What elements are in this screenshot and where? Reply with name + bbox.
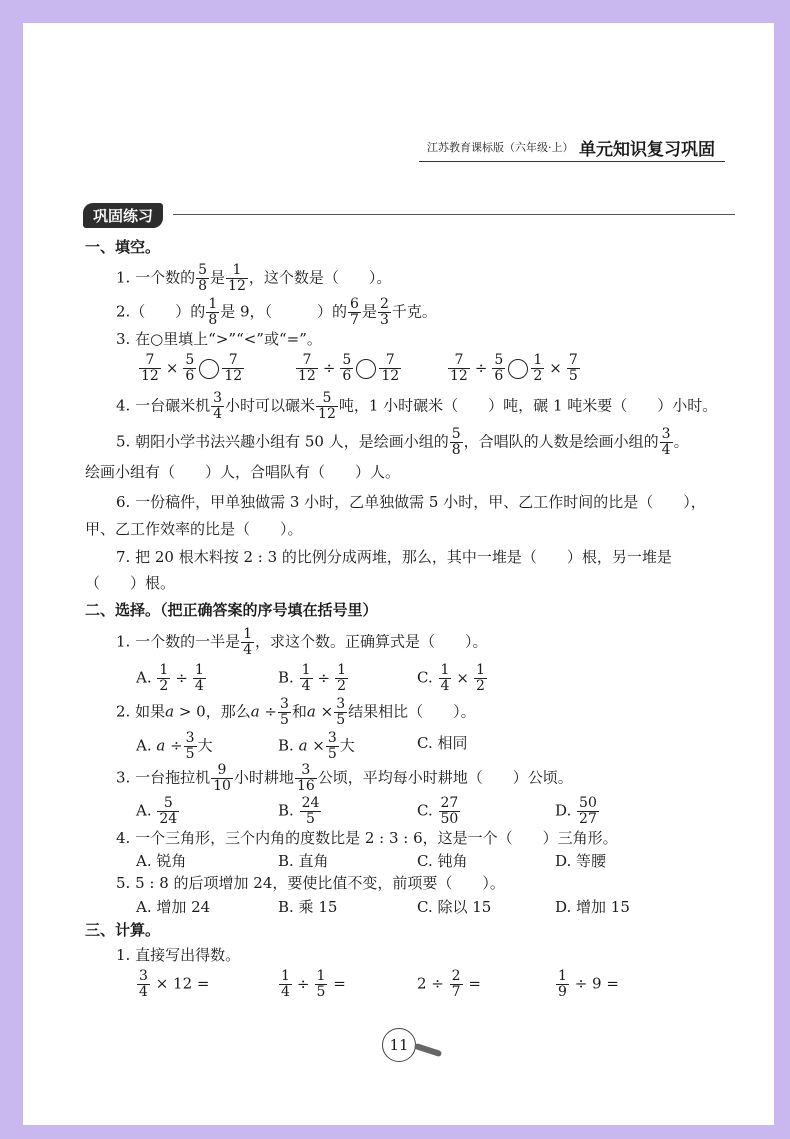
p2-q2-option-a: A. a ÷ $\frac{3}{5}$ 大 <box>136 730 213 762</box>
p2-q4-option-a: A. 锐角 <box>136 852 187 870</box>
p2-q2-option-c: C. 相同 <box>417 734 468 752</box>
p1-q5: 5. 朝阳小学书法兴趣小组有 50 人，是绘画小组的 $\frac{5}{8}$ ，合唱队的人数是绘画小组的 $\frac{3}{4}$ 。 <box>116 426 689 458</box>
page-number: 11 <box>382 1028 416 1062</box>
p2-q3: 3. 一台拖拉机 $\frac{9}{10}$ 小时耕地 $\frac{3}{16}$ 公顷，平均每小时耕地（ ）公顷。 <box>116 762 573 794</box>
compare-circle[interactable] <box>508 359 528 379</box>
p1-q4: 4. 一台碾米机 $\frac{3}{4}$ 小时可以碾米 $\frac{5}{12}$ 吨，1 小时碾米（ ）吨，碾 1 吨米要（ ）小时。 <box>116 390 718 422</box>
p2-q4: 4. 一个三角形，三个内角的度数比是 2 : 3 : 6，这是一个（ ）三角形。 <box>116 829 618 847</box>
p3-expr2: $\frac{1}{4}$ ÷ $\frac{1}{5}$ = <box>281 968 346 1000</box>
p2-q5-option-c: C. 除以 15 <box>417 898 492 916</box>
p1-q6-line1: 6. 一份稿件，甲单独做需 3 小时，乙单独做需 5 小时，甲、乙工作时间的比是（ ）， <box>116 493 706 511</box>
p1-q6-line2: 甲、乙工作效率的比是（ ）。 <box>85 520 303 538</box>
p1-q7-line2: （ ）根。 <box>85 574 176 592</box>
p2-q5-option-b: B. 乘 15 <box>278 898 338 916</box>
part1-heading: 一、填空。 <box>85 238 161 256</box>
p2-q5-option-d: D. 增加 15 <box>555 898 630 916</box>
p2-q1: 1. 一个数的一半是 $\frac{1}{4}$ ，求这个数。正确算式是（ ）。 <box>116 626 488 658</box>
p1-q3-expr3: $\frac{7}{12}$ ÷ $\frac{5}{6}$ $\frac{1}{2}$ × $\frac{7}{5}$ <box>450 352 578 384</box>
p3-expr3: 2 ÷ $\frac{2}{7}$ = <box>417 968 481 1000</box>
p2-q2: 2. 如果a > 0，那么a ÷ $\frac{3}{5}$ 和a × $\frac{3}{5}$ 结果相比（ ）。 <box>116 696 476 728</box>
p2-q4-option-d: D. 等腰 <box>555 852 607 870</box>
p2-q3-option-c: C. $\frac{27}{50}$ <box>417 795 459 827</box>
p1-q5-line2: 绘画小组有（ ）人，合唱队有（ ）人。 <box>85 463 401 481</box>
p1-q2: 2.（ ）的 $\frac{1}{8}$ 是 9，（ ）的 $\frac{6}{7}$ 是 $\frac{2}{3}$ 千克。 <box>116 296 437 328</box>
p2-q5-option-a: A. 增加 24 <box>136 898 211 916</box>
compare-circle[interactable] <box>199 359 219 379</box>
p2-q5: 5. 5 : 8 的后项增加 24，要使比值不变，前项要（ ）。 <box>116 874 505 892</box>
p2-q1-option-b: B. $\frac{1}{4}$ ÷ $\frac{1}{2}$ <box>278 662 346 694</box>
workbook-page <box>23 23 774 1125</box>
section-rule <box>173 214 735 215</box>
p3-expr4: $\frac{1}{9}$ ÷ 9 = <box>558 968 619 1000</box>
p2-q1-option-a: A. $\frac{1}{2}$ ÷ $\frac{1}{4}$ <box>136 662 204 694</box>
edition-label: 江苏教育课标版（六年级·上） <box>427 141 574 154</box>
p1-q3-label: 3. 在○里填上“>”“<”或“=”。 <box>116 330 322 348</box>
p1-q3-expr1: $\frac{7}{12}$ × $\frac{5}{6}$ $\frac{7}{12}$ <box>141 352 243 384</box>
p2-q3-option-d: D. $\frac{50}{27}$ <box>555 795 597 827</box>
part2-heading: 二、选择。（把正确答案的序号填在括号里） <box>85 601 378 619</box>
p2-q3-option-a: A. $\frac{5}{24}$ <box>136 795 178 827</box>
p1-q3-expr2: $\frac{7}{12}$ ÷ $\frac{5}{6}$ $\frac{7}{12}$ <box>298 352 400 384</box>
p1-q7-line1: 7. 把 20 根木料按 2 : 3 的比例分成两堆，那么，其中一堆是（ ）根，另一堆是 <box>116 548 672 566</box>
header-rule <box>419 161 725 162</box>
part3-heading: 三、计算。 <box>85 921 161 939</box>
p2-q4-option-c: C. 钝角 <box>417 852 468 870</box>
magnifier-handle-icon <box>414 1043 442 1057</box>
p2-q3-option-b: B. $\frac{24}{5}$ <box>278 795 320 827</box>
unit-title: 单元知识复习巩固 <box>579 140 715 160</box>
p2-q2-option-b: B. a × $\frac{3}{5}$ 大 <box>278 730 355 762</box>
compare-circle[interactable] <box>356 359 376 379</box>
p1-q1: 1. 一个数的 $\frac{5}{8}$ 是 $\frac{1}{12}$ ，这个数是（ ）。 <box>116 262 392 294</box>
p3-expr1: $\frac{3}{4}$ × 12 = <box>139 968 210 1000</box>
p3-sub: 1. 直接写出得数。 <box>116 946 241 964</box>
p2-q4-option-b: B. 直角 <box>278 852 329 870</box>
section-badge: 巩固练习 <box>83 203 163 228</box>
p2-q1-option-c: C. $\frac{1}{4}$ × $\frac{1}{2}$ <box>417 662 485 694</box>
